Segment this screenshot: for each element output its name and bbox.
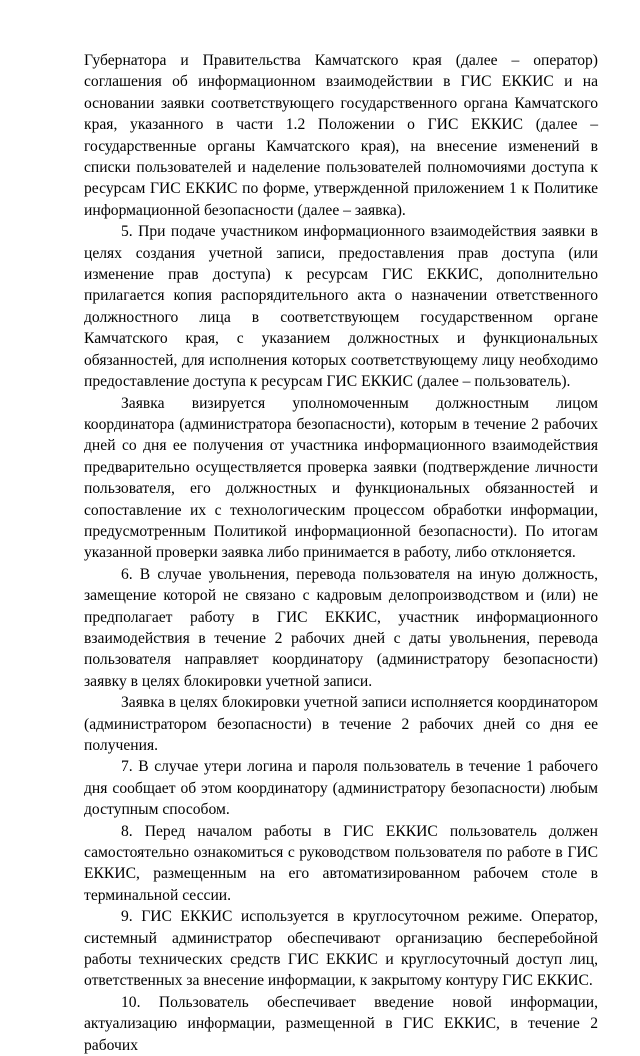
paragraph-8: 8. Перед началом работы в ГИС ЕККИС пользователь должен самостоятельно ознакомиться с руководством пользователя по работе в ГИС ЕККИС, размещенным на его автоматизированном рабочем столе в терминальной сессии. <box>84 822 598 904</box>
paragraph-intro-continuation: Губернатора и Правительства Камчатского края (далее – оператор) соглашения об информационном взаимодействии в ГИС ЕККИС и на основании заявки соответствующего государственного органа Камчатского края, указанного в части 1.2 Положении о ГИС ЕККИС (далее – государственные органы Камчатского края), на внесение изменений в списки пользователей и наделение пользователей полномочиями доступа к ресурсам ГИС ЕККИС по форме, утвержденной приложением 1 к Политике информационной безопасности (далее – заявка). <box>84 52 598 219</box>
paragraph-5: 5. При подаче участником информационного взаимодействия заявки в целях создания учетной записи, предоставления прав доступа (или изменение прав доступа) к ресурсам ГИС ЕККИС, дополнительно прилагается копия распорядительного акта о назначении ответственного должностного лица в соответствующем государственном органе Камчатского края, с указанием должностных и функциональных обязанностей, для исполнения которых соответствующему лицу необходимо предоставление доступа к ресурсам ГИС ЕККИС (далее – пользователь). <box>84 223 598 391</box>
paragraph-7: 7. В случае утери логина и пароля пользователь в течение 1 рабочего дня сообщает об этом координатору (администратору безопасности) любым доступным способом. <box>84 758 598 819</box>
paragraph-10: 10. Пользователь обеспечивает введение новой информации, актуализацию информации, размещенной в ГИС ЕККИС, в течение 2 рабочих <box>84 993 598 1054</box>
paragraph-9: 9. ГИС ЕККИС используется в круглосуточном режиме. Оператор, системный администратор обеспечивают организацию бесперебойной работы технических средств ГИС ЕККИС и круглосуточный доступ лиц, ответственных за внесение информации, к закрытому контуру ГИС ЕККИС. <box>84 908 598 990</box>
paragraph-5-application-review: Заявка визируется уполномоченным должностным лицом координатора (администратора безопасности), которым в течение 2 рабочих дней со дня ее получения от участника информационного взаимодействия предварительно осуществляется проверка заявки (подтверждение личности пользователя, его должностных и функциональных обязанностей и сопоставление их с технологическим процессом обработки информации, предусмотренным Политикой информационной безопасности). По итогам указанной проверки заявка либо принимается в работу, либо отклоняется. <box>84 394 598 562</box>
paragraph-6: 6. В случае увольнения, перевода пользователя на иную должность, замещение которой не связано с кадровым делопроизводством и (или) не предполагает работу в ГИС ЕККИС, участник информационного взаимодействия в течение 2 рабочих дней с даты увольнения, перевода пользователя направляет координатору (администратору безопасности) заявку в целях блокировки учетной записи. <box>84 565 598 690</box>
document-page <box>84 50 598 1056</box>
paragraph-6-blocking: Заявка в целях блокировки учетной записи исполняется координатором (администратором безопасности) в течение 2 рабочих дней со дня ее получения. <box>84 694 598 754</box>
